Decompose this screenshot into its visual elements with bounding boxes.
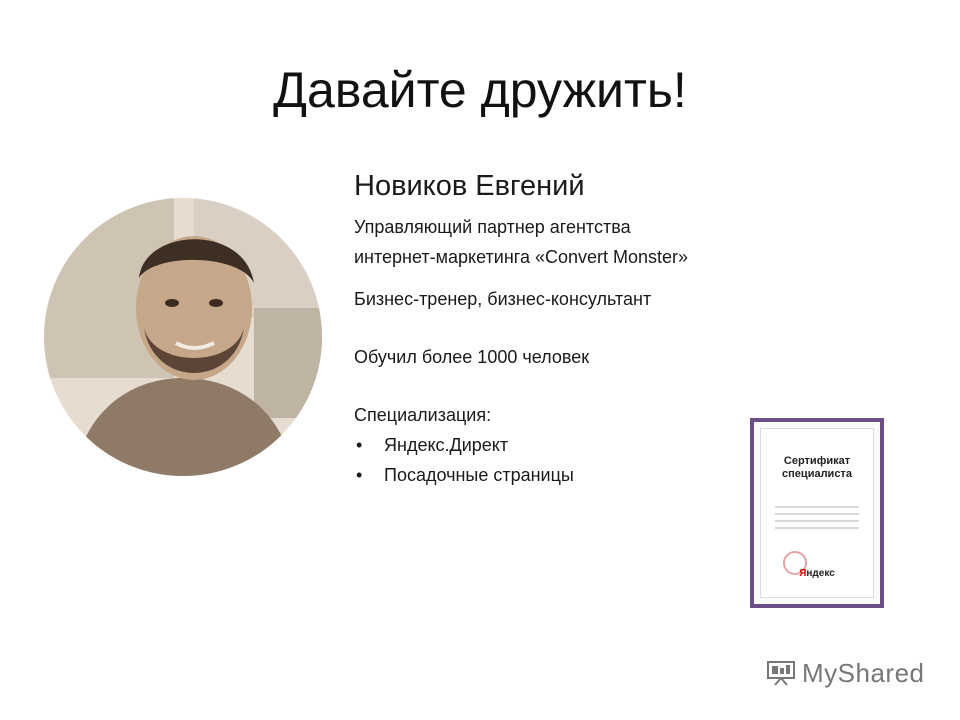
- presentation-board-icon: [766, 660, 796, 686]
- person-info: [354, 166, 794, 490]
- myshared-brand: [766, 656, 925, 690]
- specialization-label: Специализация:: [354, 405, 492, 425]
- certificate-text-lines: [775, 501, 859, 534]
- specialization-list: [354, 430, 794, 490]
- certificate-title: Сертификат специалиста: [782, 455, 852, 480]
- person-name: Новиков Евгений: [354, 170, 585, 202]
- yandex-logo: Яндекс: [799, 568, 835, 579]
- person-role2: Бизнес-тренер, бизнес-консультант: [354, 289, 652, 309]
- certificate-image: [750, 418, 884, 608]
- brand-name: MyShared: [802, 657, 925, 688]
- person-role-line2: интернет-маркетинга «Convert Monster»: [354, 247, 689, 267]
- slide-title: Давайте дружить!: [273, 62, 687, 118]
- list-item: • Посадочные страницы: [354, 460, 794, 490]
- person-role-line1: Управляющий партнер агентства: [354, 217, 631, 237]
- list-item: • Яндекс.Директ: [354, 430, 794, 460]
- person-photo: [44, 198, 322, 476]
- person-trained: Обучил более 1000 человек: [354, 347, 590, 367]
